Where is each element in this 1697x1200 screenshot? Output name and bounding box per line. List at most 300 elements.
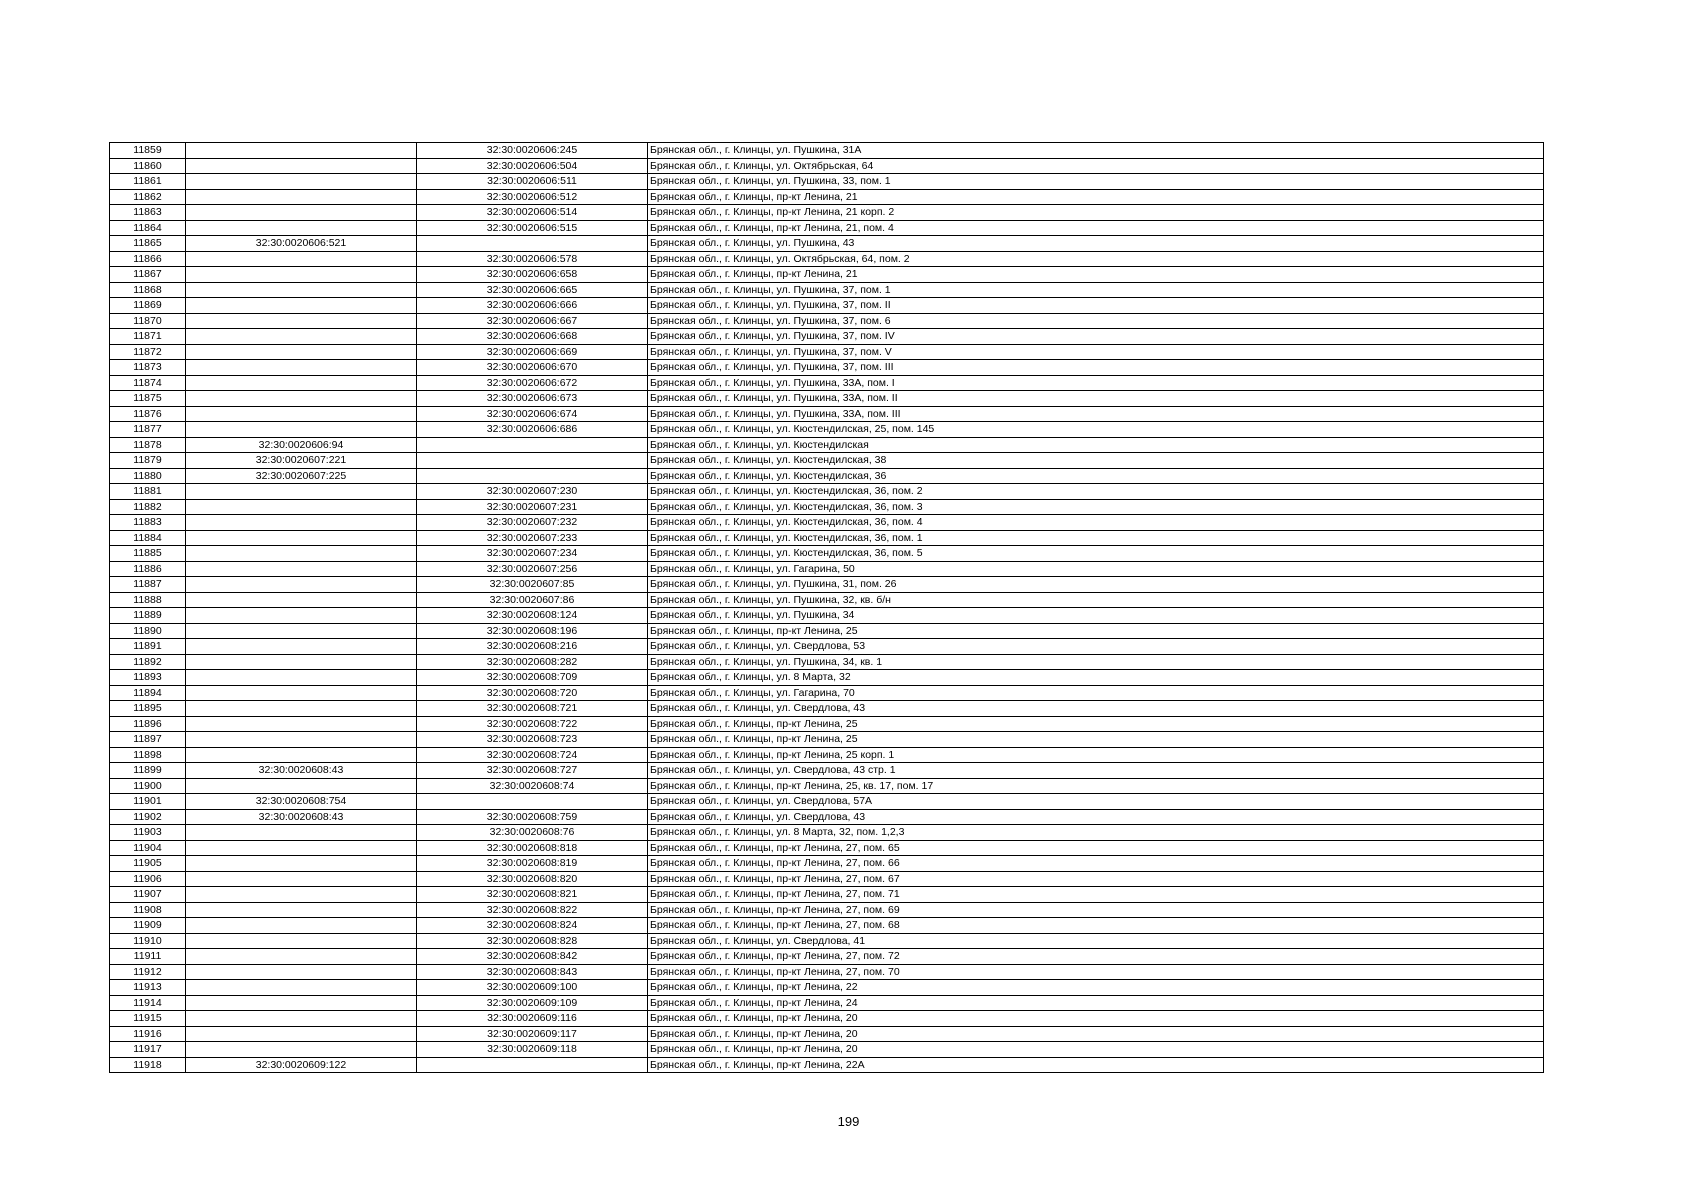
row-number-cell: 11866 <box>110 251 186 267</box>
land-cadastral-number-cell <box>186 902 417 918</box>
object-cadastral-number-cell: 32:30:0020607:233 <box>417 530 648 546</box>
land-cadastral-number-cell <box>186 949 417 965</box>
object-cadastral-number-cell <box>417 236 648 252</box>
land-cadastral-number-cell <box>186 778 417 794</box>
object-cadastral-number-cell: 32:30:0020609:116 <box>417 1011 648 1027</box>
row-number-cell: 11892 <box>110 654 186 670</box>
land-cadastral-number-cell: 32:30:0020608:43 <box>186 763 417 779</box>
land-cadastral-number-cell <box>186 1011 417 1027</box>
object-cadastral-number-cell: 32:30:0020607:234 <box>417 546 648 562</box>
object-cadastral-number-cell: 32:30:0020608:824 <box>417 918 648 934</box>
row-number-cell: 11877 <box>110 422 186 438</box>
table-row <box>110 809 1544 825</box>
row-number-cell: 11887 <box>110 577 186 593</box>
table-row <box>110 887 1544 903</box>
table-row <box>110 251 1544 267</box>
object-cadastral-number-cell <box>417 468 648 484</box>
table-row <box>110 1042 1544 1058</box>
address-cell: Брянская обл., г. Клинцы, пр-кт Ленина, 21 <box>648 267 1544 283</box>
land-cadastral-number-cell <box>186 205 417 221</box>
land-cadastral-number-cell <box>186 546 417 562</box>
land-cadastral-number-cell <box>186 1042 417 1058</box>
address-cell: Брянская обл., г. Клинцы, пр-кт Ленина, 20 <box>648 1011 1544 1027</box>
object-cadastral-number-cell: 32:30:0020608:759 <box>417 809 648 825</box>
land-cadastral-number-cell <box>186 980 417 996</box>
land-cadastral-number-cell <box>186 592 417 608</box>
row-number-cell: 11881 <box>110 484 186 500</box>
land-cadastral-number-cell <box>186 329 417 345</box>
table-row <box>110 499 1544 515</box>
land-cadastral-number-cell <box>186 685 417 701</box>
row-number-cell: 11897 <box>110 732 186 748</box>
table-row <box>110 949 1544 965</box>
land-cadastral-number-cell <box>186 747 417 763</box>
object-cadastral-number-cell: 32:30:0020608:843 <box>417 964 648 980</box>
address-cell: Брянская обл., г. Клинцы, ул. Кюстендилская, 36, пом. 4 <box>648 515 1544 531</box>
table-row <box>110 220 1544 236</box>
address-cell: Брянская обл., г. Клинцы, ул. Свердлова, 53 <box>648 639 1544 655</box>
address-cell: Брянская обл., г. Клинцы, пр-кт Ленина, 27, пом. 66 <box>648 856 1544 872</box>
address-cell: Брянская обл., г. Клинцы, пр-кт Ленина, 27, пом. 71 <box>648 887 1544 903</box>
table-row <box>110 174 1544 190</box>
row-number-cell: 11908 <box>110 902 186 918</box>
row-number-cell: 11891 <box>110 639 186 655</box>
land-cadastral-number-cell <box>186 561 417 577</box>
object-cadastral-number-cell: 32:30:0020606:670 <box>417 360 648 376</box>
land-cadastral-number-cell <box>186 918 417 934</box>
address-cell: Брянская обл., г. Клинцы, пр-кт Ленина, 20 <box>648 1042 1544 1058</box>
object-cadastral-number-cell: 32:30:0020608:709 <box>417 670 648 686</box>
table-row <box>110 205 1544 221</box>
row-number-cell: 11893 <box>110 670 186 686</box>
address-cell: Брянская обл., г. Клинцы, ул. Пушкина, 32, кв. б/н <box>648 592 1544 608</box>
table-row <box>110 995 1544 1011</box>
table-row <box>110 918 1544 934</box>
object-cadastral-number-cell: 32:30:0020608:842 <box>417 949 648 965</box>
address-cell: Брянская обл., г. Клинцы, ул. Пушкина, 33А, пом. III <box>648 406 1544 422</box>
table-row <box>110 592 1544 608</box>
table-row <box>110 980 1544 996</box>
table-row <box>110 189 1544 205</box>
page-number: 199 <box>837 1114 860 1129</box>
table-row <box>110 391 1544 407</box>
row-number-cell: 11903 <box>110 825 186 841</box>
object-cadastral-number-cell: 32:30:0020607:86 <box>417 592 648 608</box>
address-cell: Брянская обл., г. Клинцы, ул. Пушкина, 37, пом. II <box>648 298 1544 314</box>
table-row <box>110 561 1544 577</box>
object-cadastral-number-cell: 32:30:0020608:818 <box>417 840 648 856</box>
row-number-cell: 11902 <box>110 809 186 825</box>
address-cell: Брянская обл., г. Клинцы, ул. Кюстендилская <box>648 437 1544 453</box>
row-number-cell: 11907 <box>110 887 186 903</box>
address-cell: Брянская обл., г. Клинцы, пр-кт Ленина, 27, пом. 65 <box>648 840 1544 856</box>
address-cell: Брянская обл., г. Клинцы, пр-кт Ленина, 24 <box>648 995 1544 1011</box>
object-cadastral-number-cell: 32:30:0020607:232 <box>417 515 648 531</box>
table-row <box>110 236 1544 252</box>
object-cadastral-number-cell: 32:30:0020606:666 <box>417 298 648 314</box>
row-number-cell: 11867 <box>110 267 186 283</box>
address-cell: Брянская обл., г. Клинцы, пр-кт Ленина, 25 <box>648 732 1544 748</box>
row-number-cell: 11915 <box>110 1011 186 1027</box>
table-row <box>110 871 1544 887</box>
address-cell: Брянская обл., г. Клинцы, пр-кт Ленина, 21 корп. 2 <box>648 205 1544 221</box>
land-cadastral-number-cell <box>186 360 417 376</box>
object-cadastral-number-cell: 32:30:0020607:231 <box>417 499 648 515</box>
table-row <box>110 453 1544 469</box>
table-row <box>110 360 1544 376</box>
land-cadastral-number-cell <box>186 933 417 949</box>
object-cadastral-number-cell: 32:30:0020606:515 <box>417 220 648 236</box>
object-cadastral-number-cell: 32:30:0020606:686 <box>417 422 648 438</box>
address-cell: Брянская обл., г. Клинцы, ул. Кюстендилская, 36, пом. 2 <box>648 484 1544 500</box>
row-number-cell: 11911 <box>110 949 186 965</box>
object-cadastral-number-cell: 32:30:0020608:724 <box>417 747 648 763</box>
object-cadastral-number-cell: 32:30:0020607:230 <box>417 484 648 500</box>
object-cadastral-number-cell: 32:30:0020606:668 <box>417 329 648 345</box>
row-number-cell: 11870 <box>110 313 186 329</box>
land-cadastral-number-cell: 32:30:0020607:221 <box>186 453 417 469</box>
address-cell: Брянская обл., г. Клинцы, пр-кт Ленина, 21, пом. 4 <box>648 220 1544 236</box>
address-cell: Брянская обл., г. Клинцы, ул. Свердлова, 43 стр. 1 <box>648 763 1544 779</box>
table-row <box>110 825 1544 841</box>
land-cadastral-number-cell <box>186 732 417 748</box>
land-cadastral-number-cell <box>186 158 417 174</box>
table-row <box>110 468 1544 484</box>
object-cadastral-number-cell: 32:30:0020606:511 <box>417 174 648 190</box>
row-number-cell: 11886 <box>110 561 186 577</box>
table-row <box>110 732 1544 748</box>
row-number-cell: 11896 <box>110 716 186 732</box>
object-cadastral-number-cell: 32:30:0020608:282 <box>417 654 648 670</box>
land-cadastral-number-cell <box>186 701 417 717</box>
object-cadastral-number-cell <box>417 453 648 469</box>
address-cell: Брянская обл., г. Клинцы, пр-кт Ленина, 22А <box>648 1057 1544 1073</box>
land-cadastral-number-cell: 32:30:0020608:754 <box>186 794 417 810</box>
land-cadastral-number-cell <box>186 623 417 639</box>
object-cadastral-number-cell: 32:30:0020608:723 <box>417 732 648 748</box>
row-number-cell: 11898 <box>110 747 186 763</box>
object-cadastral-number-cell: 32:30:0020608:124 <box>417 608 648 624</box>
row-number-cell: 11862 <box>110 189 186 205</box>
table-row <box>110 437 1544 453</box>
row-number-cell: 11878 <box>110 437 186 453</box>
object-cadastral-number-cell: 32:30:0020606:665 <box>417 282 648 298</box>
table-row <box>110 1026 1544 1042</box>
row-number-cell: 11868 <box>110 282 186 298</box>
table-row <box>110 685 1544 701</box>
row-number-cell: 11871 <box>110 329 186 345</box>
row-number-cell: 11918 <box>110 1057 186 1073</box>
address-cell: Брянская обл., г. Клинцы, ул. Свердлова, 43 <box>648 701 1544 717</box>
object-cadastral-number-cell: 32:30:0020608:819 <box>417 856 648 872</box>
address-cell: Брянская обл., г. Клинцы, ул. Пушкина, 31, пом. 26 <box>648 577 1544 593</box>
address-cell: Брянская обл., г. Клинцы, ул. Пушкина, 37, пом. III <box>648 360 1544 376</box>
table-body <box>110 143 1544 1073</box>
object-cadastral-number-cell: 32:30:0020609:118 <box>417 1042 648 1058</box>
land-cadastral-number-cell <box>186 654 417 670</box>
land-cadastral-number-cell <box>186 840 417 856</box>
table-row <box>110 778 1544 794</box>
table-row <box>110 515 1544 531</box>
object-cadastral-number-cell: 32:30:0020608:828 <box>417 933 648 949</box>
row-number-cell: 11909 <box>110 918 186 934</box>
object-cadastral-number-cell: 32:30:0020607:85 <box>417 577 648 593</box>
land-cadastral-number-cell <box>186 422 417 438</box>
land-cadastral-number-cell <box>186 825 417 841</box>
row-number-cell: 11860 <box>110 158 186 174</box>
object-cadastral-number-cell: 32:30:0020606:674 <box>417 406 648 422</box>
address-cell: Брянская обл., г. Клинцы, пр-кт Ленина, 20 <box>648 1026 1544 1042</box>
land-cadastral-number-cell <box>186 530 417 546</box>
cadastral-register-table <box>109 142 1544 1073</box>
table-row <box>110 375 1544 391</box>
row-number-cell: 11883 <box>110 515 186 531</box>
address-cell: Брянская обл., г. Клинцы, ул. Октябрьская, 64, пом. 2 <box>648 251 1544 267</box>
object-cadastral-number-cell: 32:30:0020609:109 <box>417 995 648 1011</box>
table-row <box>110 530 1544 546</box>
table-row <box>110 329 1544 345</box>
land-cadastral-number-cell <box>186 716 417 732</box>
row-number-cell: 11885 <box>110 546 186 562</box>
land-cadastral-number-cell <box>186 174 417 190</box>
address-cell: Брянская обл., г. Клинцы, пр-кт Ленина, 27, пом. 69 <box>648 902 1544 918</box>
table-row <box>110 484 1544 500</box>
land-cadastral-number-cell <box>186 577 417 593</box>
row-number-cell: 11861 <box>110 174 186 190</box>
row-number-cell: 11872 <box>110 344 186 360</box>
table-row <box>110 282 1544 298</box>
row-number-cell: 11912 <box>110 964 186 980</box>
address-cell: Брянская обл., г. Клинцы, ул. Пушкина, 37, пом. 1 <box>648 282 1544 298</box>
land-cadastral-number-cell <box>186 298 417 314</box>
row-number-cell: 11913 <box>110 980 186 996</box>
table-row <box>110 933 1544 949</box>
address-cell: Брянская обл., г. Клинцы, ул. Пушкина, 33А, пом. II <box>648 391 1544 407</box>
address-cell: Брянская обл., г. Клинцы, пр-кт Ленина, 25, кв. 17, пом. 17 <box>648 778 1544 794</box>
address-cell: Брянская обл., г. Клинцы, пр-кт Ленина, 25 <box>648 623 1544 639</box>
land-cadastral-number-cell <box>186 189 417 205</box>
land-cadastral-number-cell <box>186 515 417 531</box>
object-cadastral-number-cell: 32:30:0020608:727 <box>417 763 648 779</box>
row-number-cell: 11859 <box>110 143 186 159</box>
row-number-cell: 11888 <box>110 592 186 608</box>
land-cadastral-number-cell <box>186 267 417 283</box>
land-cadastral-number-cell: 32:30:0020606:521 <box>186 236 417 252</box>
table-row <box>110 143 1544 159</box>
address-cell: Брянская обл., г. Клинцы, пр-кт Ленина, 22 <box>648 980 1544 996</box>
table-row <box>110 747 1544 763</box>
land-cadastral-number-cell <box>186 856 417 872</box>
row-number-cell: 11904 <box>110 840 186 856</box>
land-cadastral-number-cell <box>186 887 417 903</box>
address-cell: Брянская обл., г. Клинцы, ул. Гагарина, 50 <box>648 561 1544 577</box>
address-cell: Брянская обл., г. Клинцы, пр-кт Ленина, 27, пом. 68 <box>648 918 1544 934</box>
address-cell: Брянская обл., г. Клинцы, пр-кт Ленина, 21 <box>648 189 1544 205</box>
land-cadastral-number-cell <box>186 251 417 267</box>
object-cadastral-number-cell: 32:30:0020608:821 <box>417 887 648 903</box>
address-cell: Брянская обл., г. Клинцы, ул. Пушкина, 37, пом. IV <box>648 329 1544 345</box>
address-cell: Брянская обл., г. Клинцы, ул. Кюстендилская, 25, пом. 145 <box>648 422 1544 438</box>
table-row <box>110 344 1544 360</box>
land-cadastral-number-cell <box>186 375 417 391</box>
row-number-cell: 11899 <box>110 763 186 779</box>
address-cell: Брянская обл., г. Клинцы, пр-кт Ленина, 25 <box>648 716 1544 732</box>
address-cell: Брянская обл., г. Клинцы, ул. Пушкина, 31А <box>648 143 1544 159</box>
row-number-cell: 11914 <box>110 995 186 1011</box>
object-cadastral-number-cell: 32:30:0020608:722 <box>417 716 648 732</box>
row-number-cell: 11880 <box>110 468 186 484</box>
object-cadastral-number-cell: 32:30:0020609:100 <box>417 980 648 996</box>
object-cadastral-number-cell: 32:30:0020608:822 <box>417 902 648 918</box>
table-row <box>110 577 1544 593</box>
object-cadastral-number-cell: 32:30:0020606:578 <box>417 251 648 267</box>
table-row <box>110 670 1544 686</box>
land-cadastral-number-cell <box>186 313 417 329</box>
row-number-cell: 11910 <box>110 933 186 949</box>
address-cell: Брянская обл., г. Клинцы, ул. Кюстендилская, 38 <box>648 453 1544 469</box>
land-cadastral-number-cell <box>186 391 417 407</box>
land-cadastral-number-cell <box>186 1026 417 1042</box>
object-cadastral-number-cell: 32:30:0020608:820 <box>417 871 648 887</box>
row-number-cell: 11863 <box>110 205 186 221</box>
object-cadastral-number-cell: 32:30:0020608:216 <box>417 639 648 655</box>
address-cell: Брянская обл., г. Клинцы, пр-кт Ленина, 27, пом. 70 <box>648 964 1544 980</box>
address-cell: Брянская обл., г. Клинцы, пр-кт Ленина, 25 корп. 1 <box>648 747 1544 763</box>
table-row <box>110 608 1544 624</box>
address-cell: Брянская обл., г. Клинцы, ул. Свердлова, 41 <box>648 933 1544 949</box>
row-number-cell: 11864 <box>110 220 186 236</box>
table-row <box>110 716 1544 732</box>
table-row <box>110 546 1544 562</box>
object-cadastral-number-cell: 32:30:0020606:512 <box>417 189 648 205</box>
table-row <box>110 794 1544 810</box>
address-cell: Брянская обл., г. Клинцы, ул. Пушкина, 34 <box>648 608 1544 624</box>
object-cadastral-number-cell: 32:30:0020606:667 <box>417 313 648 329</box>
row-number-cell: 11879 <box>110 453 186 469</box>
table-row <box>110 840 1544 856</box>
object-cadastral-number-cell: 32:30:0020608:74 <box>417 778 648 794</box>
object-cadastral-number-cell: 32:30:0020606:669 <box>417 344 648 360</box>
object-cadastral-number-cell: 32:30:0020606:673 <box>417 391 648 407</box>
address-cell: Брянская обл., г. Клинцы, ул. Кюстендилская, 36, пом. 1 <box>648 530 1544 546</box>
address-cell: Брянская обл., г. Клинцы, ул. Пушкина, 34, кв. 1 <box>648 654 1544 670</box>
row-number-cell: 11900 <box>110 778 186 794</box>
land-cadastral-number-cell <box>186 220 417 236</box>
object-cadastral-number-cell <box>417 1057 648 1073</box>
address-cell: Брянская обл., г. Клинцы, ул. Свердлова, 57А <box>648 794 1544 810</box>
table-row <box>110 422 1544 438</box>
object-cadastral-number-cell <box>417 437 648 453</box>
row-number-cell: 11895 <box>110 701 186 717</box>
object-cadastral-number-cell <box>417 794 648 810</box>
table-row <box>110 763 1544 779</box>
address-cell: Брянская обл., г. Клинцы, ул. 8 Марта, 32, пом. 1,2,3 <box>648 825 1544 841</box>
address-cell: Брянская обл., г. Клинцы, ул. Кюстендилская, 36, пом. 5 <box>648 546 1544 562</box>
land-cadastral-number-cell: 32:30:0020607:225 <box>186 468 417 484</box>
address-cell: Брянская обл., г. Клинцы, ул. Пушкина, 43 <box>648 236 1544 252</box>
land-cadastral-number-cell: 32:30:0020608:43 <box>186 809 417 825</box>
address-cell: Брянская обл., г. Клинцы, ул. Кюстендилская, 36 <box>648 468 1544 484</box>
land-cadastral-number-cell <box>186 608 417 624</box>
object-cadastral-number-cell: 32:30:0020606:672 <box>417 375 648 391</box>
land-cadastral-number-cell <box>186 670 417 686</box>
table-row <box>110 158 1544 174</box>
row-number-cell: 11916 <box>110 1026 186 1042</box>
table-row <box>110 902 1544 918</box>
table-row <box>110 639 1544 655</box>
table-row <box>110 406 1544 422</box>
table-row <box>110 1057 1544 1073</box>
address-cell: Брянская обл., г. Клинцы, ул. 8 Марта, 32 <box>648 670 1544 686</box>
land-cadastral-number-cell <box>186 964 417 980</box>
land-cadastral-number-cell <box>186 406 417 422</box>
table-row <box>110 964 1544 980</box>
address-cell: Брянская обл., г. Клинцы, ул. Пушкина, 37, пом. 6 <box>648 313 1544 329</box>
object-cadastral-number-cell: 32:30:0020606:658 <box>417 267 648 283</box>
object-cadastral-number-cell: 32:30:0020606:245 <box>417 143 648 159</box>
address-cell: Брянская обл., г. Клинцы, ул. Пушкина, 33А, пом. I <box>648 375 1544 391</box>
land-cadastral-number-cell <box>186 282 417 298</box>
row-number-cell: 11874 <box>110 375 186 391</box>
address-cell: Брянская обл., г. Клинцы, ул. Пушкина, 33, пом. 1 <box>648 174 1544 190</box>
object-cadastral-number-cell: 32:30:0020609:117 <box>417 1026 648 1042</box>
land-cadastral-number-cell <box>186 995 417 1011</box>
table-row <box>110 298 1544 314</box>
object-cadastral-number-cell: 32:30:0020608:721 <box>417 701 648 717</box>
table-row <box>110 1011 1544 1027</box>
table-row <box>110 701 1544 717</box>
row-number-cell: 11905 <box>110 856 186 872</box>
land-cadastral-number-cell <box>186 143 417 159</box>
row-number-cell: 11906 <box>110 871 186 887</box>
address-cell: Брянская обл., г. Клинцы, ул. Пушкина, 37, пом. V <box>648 344 1544 360</box>
land-cadastral-number-cell <box>186 499 417 515</box>
address-cell: Брянская обл., г. Клинцы, пр-кт Ленина, 27, пом. 72 <box>648 949 1544 965</box>
object-cadastral-number-cell: 32:30:0020608:196 <box>417 623 648 639</box>
row-number-cell: 11889 <box>110 608 186 624</box>
object-cadastral-number-cell: 32:30:0020607:256 <box>417 561 648 577</box>
table-row <box>110 623 1544 639</box>
object-cadastral-number-cell: 32:30:0020608:720 <box>417 685 648 701</box>
row-number-cell: 11917 <box>110 1042 186 1058</box>
land-cadastral-number-cell <box>186 484 417 500</box>
row-number-cell: 11882 <box>110 499 186 515</box>
address-cell: Брянская обл., г. Клинцы, ул. Свердлова, 43 <box>648 809 1544 825</box>
address-cell: Брянская обл., г. Клинцы, ул. Гагарина, 70 <box>648 685 1544 701</box>
table-row <box>110 267 1544 283</box>
land-cadastral-number-cell <box>186 871 417 887</box>
row-number-cell: 11873 <box>110 360 186 376</box>
address-cell: Брянская обл., г. Клинцы, ул. Октябрьская, 64 <box>648 158 1544 174</box>
land-cadastral-number-cell <box>186 344 417 360</box>
object-cadastral-number-cell: 32:30:0020606:514 <box>417 205 648 221</box>
table-row <box>110 313 1544 329</box>
row-number-cell: 11894 <box>110 685 186 701</box>
land-cadastral-number-cell: 32:30:0020609:122 <box>186 1057 417 1073</box>
row-number-cell: 11876 <box>110 406 186 422</box>
address-cell: Брянская обл., г. Клинцы, пр-кт Ленина, 27, пом. 67 <box>648 871 1544 887</box>
row-number-cell: 11901 <box>110 794 186 810</box>
object-cadastral-number-cell: 32:30:0020606:504 <box>417 158 648 174</box>
object-cadastral-number-cell: 32:30:0020608:76 <box>417 825 648 841</box>
row-number-cell: 11865 <box>110 236 186 252</box>
table-row <box>110 654 1544 670</box>
table-row <box>110 856 1544 872</box>
row-number-cell: 11875 <box>110 391 186 407</box>
row-number-cell: 11884 <box>110 530 186 546</box>
row-number-cell: 11890 <box>110 623 186 639</box>
land-cadastral-number-cell <box>186 639 417 655</box>
